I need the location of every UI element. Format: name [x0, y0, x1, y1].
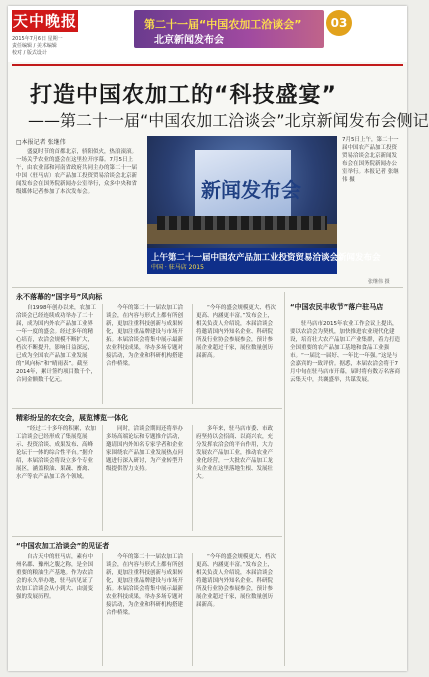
section-1-title: 永不落幕的“国字号”风向标: [16, 293, 103, 301]
photo-strip-sub: 中国 · 驻马店 2015: [151, 264, 204, 271]
column-rule: [102, 304, 103, 404]
section-2-title: 精彩纷呈的农交会，展览博览一体化: [16, 414, 128, 422]
column-rule: [102, 553, 103, 666]
masthead: [8, 6, 407, 62]
banner-line-2: 北京新闻发布会: [154, 35, 224, 46]
newspaper-page: [8, 6, 429, 671]
section-2-col-2: 同时，洽谈会期间还将举办多场高端论坛和专题推介活动，邀请国内外知名专家学者和企业家围绕农产品加工业发展热点问题进行深入研讨，为产业转型升级提供智力支持。: [106, 426, 184, 472]
right-column-rule: [284, 292, 285, 666]
column-rule: [192, 304, 193, 404]
section-2-col-3: 多年来，驻马店市委、市政府坚持以会招商、以商兴农，充分发挥农洽会的平台作用，大力发展农产品加工业，推动农业产业化经营，一大批农产品加工龙头企业在这里落地生根、发展壮大。: [196, 426, 274, 480]
audience-row: [157, 216, 327, 230]
section-1-col-2: 今年的第二十一届农加工洽谈会，在内容与形式上都有所创新，更加注重科技创新与成果转化，更加注重品牌建设与市场开拓。本届洽谈会将集中展示最新农业科技成果，举办多场专题对接活动，为企业和科研机构搭建合作桥梁。: [106, 305, 184, 367]
section-divider: [12, 408, 282, 409]
section-divider: [12, 287, 403, 288]
section-divider: [12, 536, 282, 537]
masthead-meta-line: 2015年7月6日 星期一: [12, 36, 63, 42]
section-3-title: “中国农加工洽谈会”的见证者: [16, 542, 110, 550]
section-3-col-2: 今年的第二十一届农加工洽谈会，在内容与形式上都有所创新，更加注重科技创新与成果转化，更加注重品牌建设与市场开拓。本届洽谈会将集中展示最新农业科技成果，举办多场专题对接活动，为企业和科研机构搭建合作桥梁。: [106, 554, 184, 616]
backdrop-screen: [195, 150, 301, 222]
masthead-meta-line: 校对 / 版式设计: [12, 50, 47, 56]
banner-line-1: 第二十一届“中国农加工洽谈会”: [144, 18, 302, 31]
column-rule: [192, 425, 193, 531]
masthead-meta-line: 责任编辑 / 美术编辑: [12, 43, 57, 49]
section-2-col-1: “经过二十多年的积累，农加工洽谈会已经形成了集展览展示、投资洽谈、成果发布、高峰论坛于一体的综合性平台。”据介绍，本届洽谈会将设立多个专业展区，涵盖粮油、果蔬、畜禽、水产等农产品加工各个领域。: [16, 426, 96, 480]
intro-paragraph: 盛夏时节的首都北京，骄阳似火，热浪滚滚。一场关乎农业的盛会在这里拉开序幕。7月5日上午，由农业部和河南省政府共同主办的第二十一届中国（驻马店）农产品加工投资贸易洽谈会北京新闻发布会在国务院新闻办公室举行，众多中央和省级媒体记者参加了本次发布会。: [16, 149, 138, 195]
headline: 打造中国农加工的“科技盛宴”: [30, 83, 337, 108]
section-3-col-1: 自古天中的驻马店，素有中州名郡、豫州之腹之称，是全国重要的粮油生产基地。作为农洽会的永久举办地，驻马店见证了农加工洽谈会从小到大、由弱变强的发展历程。: [16, 554, 94, 600]
column-rule: [102, 425, 103, 531]
event-banner: [134, 10, 324, 48]
section-3-col-3: “今年的盛会规模更大、档次更高、内涵更丰富。”发布会上，相关负责人介绍说，本届洽谈会将邀请国内外知名企业、科研院所及行业协会参展参会，预计参展企业超过千家，展位数量创历届新高。: [196, 554, 276, 608]
photo-strip-title: 上午第二十一届中国农产品加工业投资贸易洽谈会新闻发布会: [151, 253, 381, 263]
page-number-badge: 03: [326, 10, 352, 36]
masthead-divider: [12, 64, 403, 66]
byline: □本报记者 张继伟: [16, 139, 66, 146]
newspaper-logo: 天中晚报: [12, 12, 77, 30]
section-4-title: “中国农民丰收节”落户驻马店: [290, 303, 384, 311]
masthead-meta: [12, 36, 132, 57]
section-1-col-1: 自1998年创办以来，农加工洽谈会已经连续成功举办了二十届，成为国内外农产品加工业界一年一度的盛会。经过多年的精心培育，农洽会规模不断扩大，档次不断提升，影响日益深远，已成为全国农产品加工业发展的“风向标”和“晴雨表”。截至2014年，累计签约项目数千个，合同金额数千亿元。: [16, 305, 96, 383]
photo-banner-strip: [147, 248, 381, 274]
photo-credit: 张继伟 摄: [368, 279, 390, 285]
section-1-col-3: “今年的盛会规模更大、档次更高、内涵更丰富。”发布会上，相关负责人介绍说，本届洽谈会将邀请国内外知名企业、科研院所及行业协会参展参会，预计参展企业超过千家，展位数量创历届新高。: [196, 305, 276, 359]
photo-caption: 7月5日上午，第二十一届中国农产品加工投资贸易洽谈会北京新闻发布会在国务院新闻办公室举行。本报记者 张继伟 摄: [342, 137, 399, 183]
backdrop-screen-text: 新闻发布会: [201, 178, 301, 202]
section-4-col-1: 驻马店市2015年农业工作会议上提出，要以农洽会为契机，加快推进农业现代化建设，培育壮大农产品加工产业集群，着力打造全国重要的农产品加工基地和食品工业强市。“一届比一届好、一年比一年强。”这是与会嘉宾的一致评价。据悉，本届农洽会将于7月中旬在驻马店市开幕，届时将有数万名客商云集天中，共襄盛举，共谋发展。: [290, 321, 401, 383]
column-rule: [192, 553, 193, 666]
headline-subtitle: ——第二十一届“中国农加工洽谈会”北京新闻发布会侧记: [28, 111, 429, 130]
